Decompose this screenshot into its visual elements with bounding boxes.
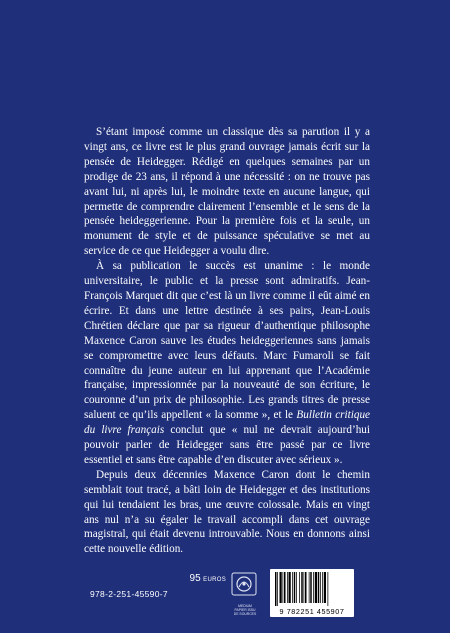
journal-title: Bulletin critique du livre français bbox=[84, 409, 370, 437]
publisher-logo-caption bbox=[225, 605, 265, 616]
logo-line-2: PAPIER ISSU bbox=[234, 607, 256, 612]
blurb-paragraph-1: S’étant imposé comme un classique dès sa parution il y a vingt ans, ce livre est le plus grand ouvrage jamais écrit sur la pensée de Heidegger. Rédigé en quelques semaines par un prodige de 23 ans, il répond à une nécessité : on ne trouve pas avant lui, ni après lui, le moindre texte en aucune langue, qui permette de comprendre clairement l’ensemble et le sens de la pensée heideggerienne. Pour la première fois et la seule, un monument de style et de puissance spéculative se met au service de ce que Heidegger a voulu dire. bbox=[84, 126, 370, 258]
blurb-paragraph-2-part-b: conclut que « nul ne devrait aujourd’hui pouvoir parler de Heidegger sans être passé par ce livre essentiel et sans être capable d’en discuter avec sérieux ». bbox=[84, 424, 370, 466]
barcode bbox=[270, 569, 354, 617]
price-currency: EUROS bbox=[203, 577, 226, 583]
logo-line-1: MEDIUM bbox=[238, 604, 252, 608]
isbn: 978-2-251-45590-7 bbox=[90, 589, 168, 599]
barcode-icon bbox=[274, 572, 350, 606]
blurb-paragraph-2 bbox=[84, 259, 370, 468]
price-amount: 95 bbox=[189, 573, 201, 584]
logo-line-3: DE SOURCES bbox=[233, 611, 257, 616]
blurb-paragraph-2-part-a: À sa publication le succès est unanime : le monde universitaire, le public et la presse sont admiratifs. Jean-François Marquet dit que c’est là un livre comme il eût aimé en écrire. Et dans une lettre destinée à ses pairs, Jean-Louis Chrétien déclare que par sa rigueur d’authentique philosophe Maxence Caron sauve les études heideggeriennes sans jamais se compromettre avec leurs défauts. Marc Fumaroli se fait connaître du jeune auteur en lui apprenant que l’Académie française, impressionnée par la nouveauté de son écriture, le couronne d’un prix de philosophie. Les grands titres de presse saluent ce qu’ils appellent « la somme », et le bbox=[84, 260, 370, 422]
price bbox=[178, 573, 226, 584]
blurb-text bbox=[84, 125, 370, 557]
barcode-number: 9 782251 455907 bbox=[279, 607, 345, 616]
blurb-paragraph-3: Depuis deux décennies Maxence Caron dont le chemin semblait tout tracé, a bâti loin de Heidegger et des institutions qui lui tendaient les bras, une œuvre colossale. Mais en vingt ans nul n’a su égaler le travail accompli dans cet ouvrage magistral, qui était devenu introuvable. Nous en donnons ainsi cette nouvelle édition. bbox=[84, 468, 370, 556]
